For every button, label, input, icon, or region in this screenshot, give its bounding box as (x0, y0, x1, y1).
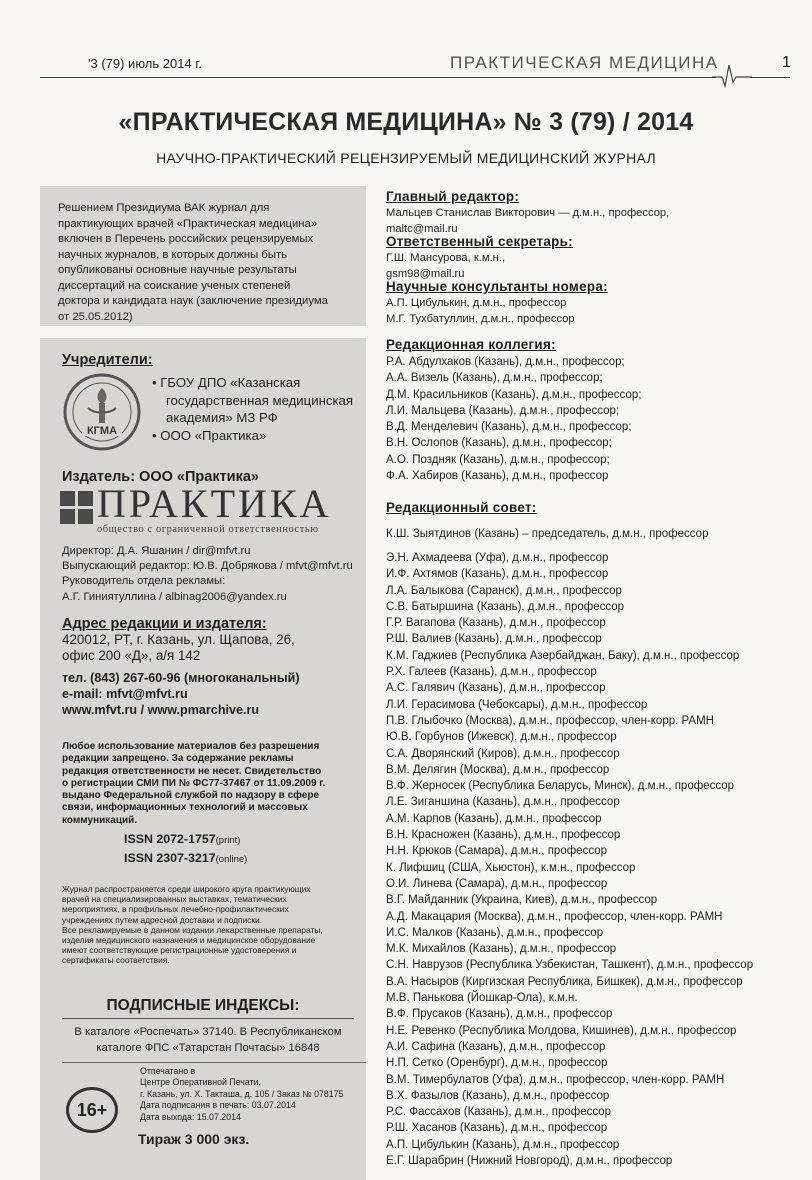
vak-line: включен в Перечень российских рецензируемых (58, 233, 314, 245)
council-member: В.Ф. Жерносек (Республика Беларусь, Минск), д.м.н., профессор (386, 780, 734, 793)
council-member: Л.А. Балыкова (Саранск), д.м.н., профессор (386, 584, 622, 597)
subscription-line: В каталоге «Роспечать» 37140. В Республиканском (74, 1026, 342, 1038)
notes-line: врачей на специализированных выставках, тематических (62, 894, 287, 905)
consultants-heading: Научные консультанты номера: (386, 279, 608, 294)
legal-line: редакции запрещено. За содержание рекламы (62, 753, 294, 765)
council-member: В.Г. Майданник (Украина, Киев), д.м.н., профессор (386, 894, 658, 907)
council-member: Л.И. Герасимова (Чебоксары), д.м.н., профессор (386, 698, 648, 711)
page-number: 1 (782, 54, 791, 71)
subscription-line: каталоге ФПС «Татарстан Почтасы» 16848 (96, 1042, 320, 1054)
board-member: Р.А. Абдулхаков (Казань), д.м.н., профессор; (386, 356, 625, 368)
vak-note (58, 201, 350, 325)
notes-line: изделия медицинского назначения и медицинское оборудование (62, 935, 316, 946)
praktika-logo-subtitle: общество с ограниченной ответственностью (97, 524, 319, 535)
council-list (386, 550, 753, 1169)
publisher-heading: Издатель: ООО «Практика» (62, 469, 259, 485)
legal-notice (62, 741, 352, 827)
council-member: Н.Н. Крюков (Самара), д.м.н., профессор (386, 845, 607, 858)
address-heading: Адрес редакции и издателя: (62, 616, 267, 632)
council-member: А.И. Сафина (Казань), д.м.н., профессор (386, 1040, 606, 1053)
issn-online: ISSN 2307-3217(online) (124, 850, 248, 865)
council-member: П.В. Глыбочко (Москва), д.м.н., профессор, член-корр. РАМН (386, 714, 714, 727)
notes-line: Все рекламируемые в данном издании лекарственные препараты, (62, 924, 323, 935)
council-member: К.М. Гаджиев (Республика Азербайджан, Баку), д.м.н., профессор (386, 649, 740, 662)
chief-editor: Мальцев Станислав Викторович — д.м.н., профессор, maltc@mail.ru (386, 206, 669, 237)
council-member: В.Н. Красножен (Казань), д.м.н., профессор (386, 829, 621, 842)
council-member: В.М. Делягин (Москва), д.м.н., профессор (386, 763, 610, 776)
print-line: г. Казань, ул. Х. Такташа, д. 105 / Заказ № 078175 (140, 1088, 344, 1099)
header-rule-right (750, 77, 790, 78)
council-member: К. Лифшиц (США, Хьюстон), к.м.н., профессор (386, 861, 636, 874)
council-member: Н.Е. Ревенко (Республика Молдова, Кишинев), д.м.н., профессор (386, 1024, 737, 1037)
kgma-emblem-icon (62, 372, 142, 452)
founder-item: • ООО «Практика» (152, 427, 267, 443)
council-member: С.Н. Наврузов (Республика Узбекистан, Ташкент), д.м.н., профессор (386, 959, 754, 972)
circulation: Тираж 3 000 экз. (138, 1131, 250, 1147)
council-member: В.Ф. Прусаков (Казань), д.м.н., профессор (386, 1008, 613, 1021)
print-line: Дата выхода: 15.07.2014 (140, 1111, 241, 1122)
council-member: Р.Х. Галеев (Казань), д.м.н., профессор (386, 666, 597, 679)
council-member: А.С. Галявич (Казань), д.м.н., профессор (386, 682, 606, 695)
notes-line: сертификаты соответствия. (62, 955, 170, 966)
staff-line: Выпускающий редактор: Ю.В. Добрякова / mfvt@mfvt.ru (62, 560, 353, 573)
issn-print: ISSN 2072-1757(print) (124, 832, 241, 846)
council-member: С.А. Дворянский (Киров), д.м.н., профессор (386, 747, 620, 760)
chief-editor-email[interactable]: maltc@mail.ru (386, 222, 458, 235)
founder-item: • ГБОУ ДПО «Казанская государственная медицинская академия» МЗ РФ (152, 375, 354, 425)
board-member: Д.М. Красильников (Казань), д.м.н., профессор; (386, 388, 642, 401)
page-subtitle: НАУЧНО-ПРАКТИЧЕСКИЙ РЕЦЕНЗИРУЕМЫЙ МЕДИЦИНСКИЙ ЖУРНАЛ (156, 150, 656, 166)
contacts (62, 670, 300, 718)
publisher-staff (62, 544, 353, 605)
vak-line: практикующих врачей «Практическая медицина» (58, 217, 318, 230)
notes-line: Журнал распространяется среди широкого круга практикующих (62, 884, 311, 894)
print-line: Дата подписания в печать: 03.07.2014 (140, 1100, 296, 1111)
board-member: В.Н. Ослопов (Казань), д.м.н., профессор; (386, 437, 612, 450)
notes-line: имеют соответствующие регистрационные удостоверения и (62, 945, 297, 956)
email-link[interactable]: e-mail: mfvt@mfvt.ru (62, 687, 188, 701)
board-member: А.О. Поздняк (Казань), д.м.н., профессор; (386, 453, 610, 466)
council-member: Р.С. Фассахов (Казань), д.м.н., профессор (386, 1106, 612, 1119)
staff-line: А.Г. Гиниятуллина / albinag2006@yandex.ru (62, 590, 287, 603)
issn-block (124, 831, 247, 868)
council-member: Н.П. Сетко (Оренбург), д.м.н., профессор (386, 1057, 608, 1070)
running-head-journal: ПРАКТИЧЕСКАЯ МЕДИЦИНА (450, 53, 719, 72)
subscription-text (62, 1024, 354, 1056)
council-member: А.Д. Макацария (Москва), д.м.н., профессор, член-корр. РАМН (386, 910, 723, 923)
address-text (62, 632, 295, 664)
council-member: Ю.В. Горбунов (Ижевск), д.м.н., профессор (386, 731, 617, 744)
consultant-item: А.П. Цибулькин, д.м.н., профессор (386, 297, 567, 309)
page-title: «ПРАКТИЧЕСКАЯ МЕДИЦИНА» № 3 (79) / 2014 (118, 108, 694, 136)
council-member: Л.Е. Зиганшина (Казань), д.м.н., профессор (386, 796, 620, 809)
vak-line: научных журналов, в которых должны быть (58, 248, 288, 261)
notes-line: учреждениях путем адресной доставки и подписки. (62, 914, 263, 925)
address-line: офис 200 «Д», а/я 142 (62, 648, 201, 663)
vak-line: опубликованы основные научные результаты (58, 264, 297, 276)
chief-editor-heading: Главный редактор: (386, 189, 520, 204)
board-member: А.А. Визель (Казань), д.м.н., профессор; (386, 372, 603, 385)
council-member: Р.Ш. Валиев (Казань), д.м.н., профессор (386, 633, 602, 646)
council-member: В.М. Тимербулатов (Уфа), д.м.н., профессор, член-корр. РАМН (386, 1073, 725, 1086)
council-member: О.И. Линева (Самара), д.м.н., профессор (386, 877, 608, 890)
pulse-icon (712, 62, 752, 88)
council-chair: К.Ш. Зыятдинов (Казань) – председатель, д.м.н., профессор (386, 528, 709, 540)
council-member: М.К. Михайлов (Казань), д.м.н., профессор (386, 943, 617, 956)
print-line: Отпечатано в (140, 1066, 196, 1076)
council-member: В.Х. Фазылов (Казань), д.м.н., профессор (386, 1089, 610, 1102)
website-link[interactable]: www.mfvt.ru / www.pmarchive.ru (62, 703, 260, 717)
subscription-heading: ПОДПИСНЫЕ ИНДЕКСЫ: (106, 997, 300, 1014)
council-member: А.М. Карпов (Казань), д.м.н., профессор (386, 812, 602, 825)
founders-heading: Учредители: (62, 352, 153, 368)
board-list (386, 354, 641, 484)
secretary: Г.Ш. Мансурова, к.м.н., gsm98@mail.ru (386, 251, 505, 282)
council-member: А.П. Цибулькин (Казань), д.м.н., профессор (386, 1138, 620, 1151)
address-line: 420012, РТ, г. Казань, ул. Щапова, 26, (62, 632, 295, 647)
age-rating-badge: 16+ (66, 1087, 118, 1133)
founders-list (152, 374, 362, 444)
praktika-logo-word: ПРАКТИКА (97, 481, 332, 526)
council-member: Г.Р. Вагапова (Казань), д.м.н., профессор (386, 617, 606, 630)
vak-line: доктора и кандидата наук (заключение президиума (58, 295, 328, 307)
secretary-email[interactable]: gsm98@mail.ru (386, 267, 465, 280)
praktika-logo-icon (60, 491, 94, 531)
subscription-divider (62, 1018, 354, 1019)
legal-line: о регистрации СМИ ПИ № ФС77-37467 от 11.09.2009 г. (62, 777, 326, 789)
distribution-notes (62, 884, 358, 966)
staff-line: Директор: Д.А. Яшанин / dir@mfvt.ru (62, 545, 251, 557)
council-member: Р.Ш. Хасанов (Казань), д.м.н., профессор (386, 1122, 608, 1135)
legal-line: Любое использование материалов без разрешения (62, 741, 320, 752)
issue-date: '3 (79) июль 2014 г. (88, 56, 203, 71)
legal-line: редакция ответственности не несет. Свидетельство (62, 765, 322, 777)
consultants (386, 296, 575, 327)
board-heading: Редакционная коллегия: (386, 337, 556, 352)
council-member: М.В. Панькова (Йошкар-Ола), к.м.н. (386, 992, 578, 1005)
secretary-heading: Ответственный секретарь: (386, 234, 573, 249)
legal-line: выдано Федеральной службой по надзору в сфере (62, 790, 320, 802)
phone: тел. (843) 267-60-96 (многоканальный) (62, 671, 300, 685)
board-member: В.Д. Менделевич (Казань), д.м.н., профессор; (386, 421, 632, 434)
legal-line: связи, информационных технологий и массовых (62, 802, 308, 814)
staff-line: Руководитель отдела рекламы: (62, 575, 226, 588)
legal-line: коммуникаций. (62, 814, 138, 826)
notes-line: мероприятиях, в профильных лечебно-профилактических (62, 904, 289, 915)
council-member: В.А. Насыров (Киргизская Республика, Бишкек), д.м.н., профессор (386, 975, 743, 988)
council-member: Е.Г. Шарабрин (Нижний Новгород), д.м.н., профессор (386, 1154, 673, 1167)
kgma-logo-text: КГМА (86, 425, 118, 437)
header-rule (40, 77, 716, 78)
printing-info (140, 1066, 343, 1123)
council-member: И.С. Малков (Казань), д.м.н., профессор (386, 926, 604, 939)
vak-line: от 25.05.2012) (58, 310, 133, 323)
council-heading: Редакционный совет: (386, 500, 537, 515)
council-member: И.Ф. Ахтямов (Казань), д.м.н., профессор (386, 568, 609, 581)
board-member: Л.И. Мальцева (Казань), д.м.н., профессор; (386, 404, 620, 417)
print-line: Центре Оперативной Печати, (140, 1077, 261, 1088)
board-member: Ф.А. Хабиров (Казань), д.м.н., профессор (386, 470, 609, 483)
vak-line: диссертаций на соискание ученых степеней (58, 279, 291, 292)
consultant-item: М.Г. Тухбатуллин, д.м.н., профессор (386, 312, 575, 325)
council-member: С.В. Батыршина (Казань), д.м.н., профессор (386, 600, 625, 613)
vak-line: Решением Президиума ВАК журнал для (58, 202, 270, 214)
council-member: Э.Н. Ахмадеева (Уфа), д.м.н., профессор (386, 552, 609, 564)
